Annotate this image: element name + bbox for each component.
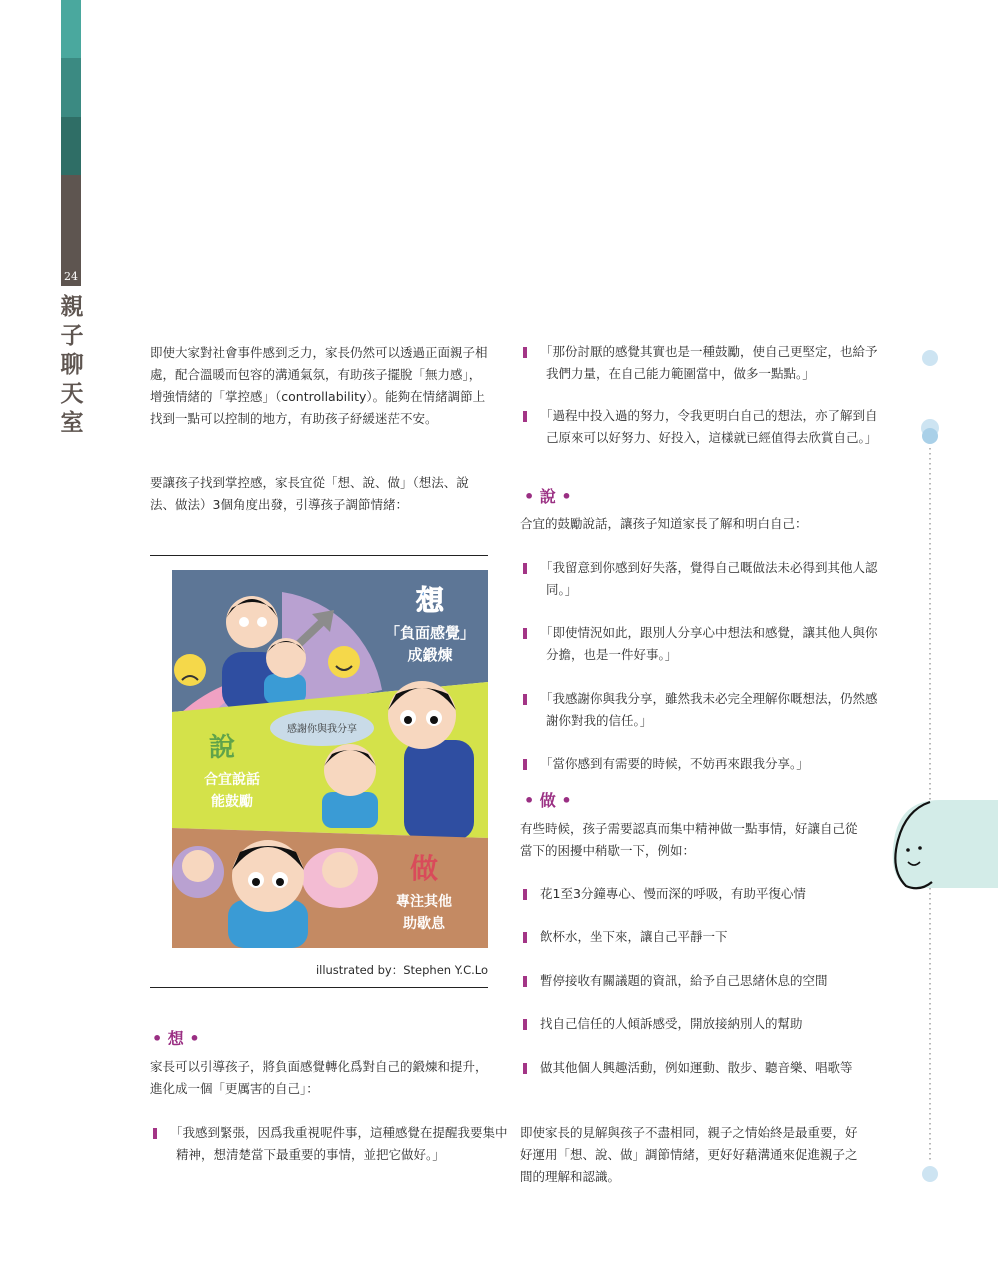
do-item-4: 找自己信任的人傾訴感受，開放接納別人的幫助 (520, 1013, 882, 1035)
column-title-char: 聊 (60, 351, 84, 378)
illustration-top-rule (150, 555, 488, 556)
child-body-middle (322, 792, 378, 828)
think-caption-1: 「負面感覺」 (384, 624, 476, 642)
parent-head-middle (388, 681, 456, 749)
deco-dot-bottom (922, 1166, 938, 1182)
do-item-3: 暫停接收有關議題的資訊，給予自己思緒休息的空間 (520, 970, 882, 992)
say-quote-2: 「即使情況如此，跟別人分享心中想法和感覺，讓其他人與你分擔，也是一件好事。」 (520, 622, 882, 666)
sad-face-icon (174, 654, 206, 686)
bullet-marker (523, 1019, 527, 1030)
child-body (264, 674, 306, 704)
do-caption-2: 助歇息 (403, 916, 445, 932)
closing-paragraph: 即使家長的見解與孩子不盡相同，親子之情始終是最重要，好好運用「想、說、做」調節情緒，更好好藉溝通來促進親子之間的理解和認識。 (520, 1125, 858, 1184)
bullet-marker (523, 563, 527, 574)
do-caption-1: 專注其他 (396, 894, 452, 910)
child-head (266, 638, 306, 678)
column-title-char: 子 (60, 322, 84, 349)
column-title (60, 292, 84, 437)
bullet-marker (523, 347, 527, 358)
child-head-bottom (232, 840, 304, 912)
say-intro: 合宜的鼓勵說話，讓孩子知道家長了解和明白自己： (520, 516, 808, 531)
do-char: 做 (409, 852, 439, 885)
say-quote-1: 「我留意到你感到好失落，覺得自己嘅做法未必得到其他人認同。」 (520, 557, 882, 601)
bullet-marker (153, 1128, 157, 1139)
column-title-char: 室 (60, 409, 84, 436)
illustration-credit: illustrated by：Stephen Y.C.Lo (315, 963, 488, 977)
right-decoration (880, 340, 1000, 1190)
bullet-marker (523, 694, 527, 705)
bullet-marker (523, 411, 527, 422)
bullet-marker (523, 628, 527, 639)
say-caption-2: 能鼓勵 (211, 794, 253, 810)
sidebar-band-teal-dark (61, 117, 81, 175)
think-char: 想 (415, 584, 445, 617)
intro-paragraph-1: 即使大家對社會事件感到乏力，家長仍然可以透過正面親子相處，配合溫暖而包容的溝通氣氛，有助孩子擺脫「無力感」，增強情緒的「掌控感」（controllability）。能夠在情緒調節上找到一點可以控制的地方，有助孩子紓緩迷茫不安。 (150, 345, 488, 426)
think-quote-3: 「過程中投入過的努力，令我更明白自己的想法，亦了解到自己原來可以好努力、好投入，這樣就已經值得去欣賞自己。」 (520, 405, 882, 449)
bullet-marker (523, 976, 527, 987)
think-intro: 家長可以引導孩子，將負面感覺轉化爲對自己的鍛煉和提升，進化成一個「更厲害的自己」： (150, 1059, 488, 1096)
say-quote-3: 「我感謝你與我分享，雖然我未必完全理解你嘅想法，仍然感謝你對我的信任。」 (520, 688, 882, 732)
intro-paragraph-2: 要讓孩子找到掌控感，家長宜從「想、說、做」（想法、說法、做法）3個角度出發，引導孩子調節情緒： (150, 475, 469, 512)
bullet-marker (523, 889, 527, 900)
say-quote-4: 「當你感到有需要的時候，不妨再來跟我分享。」 (520, 753, 882, 775)
illustration-bottom-rule (150, 987, 488, 988)
say-caption-1: 合宜說話 (204, 772, 260, 788)
do-item-1: 花1至3分鐘專心、慢而深的呼吸，有助平復心情 (520, 883, 882, 905)
do-item-5: 做其他個人興趣活動，例如運動、散步、聽音樂、唱歌等 (520, 1057, 882, 1079)
say-heading: • 說 • (524, 487, 572, 506)
do-heading: • 做 • (524, 791, 572, 810)
column-title-char: 親 (60, 293, 84, 320)
think-quote-2: 「那份討厭的感覺其實也是一種鼓勵，使自己更堅定，也給予我們力量，在自己能力範圍當中，做多一點點。」 (520, 341, 882, 385)
think-caption-2: 成鍛煉 (407, 646, 453, 664)
sidebar-band-teal (61, 58, 81, 117)
page-number: 24 (61, 268, 81, 286)
sidebar-band-brown (61, 175, 81, 268)
do-intro: 有些時候，孩子需要認真而集中精神做一點事情，好讓自己從當下的困擾中稍歇一下，例如： (520, 821, 858, 858)
speech-bubble-text: 感謝你與我分享 (287, 724, 357, 735)
deco-dot-top (922, 350, 938, 366)
bullet-marker (523, 1063, 527, 1074)
face-shape-bg (893, 800, 998, 888)
column-title-char: 天 (60, 380, 84, 407)
think-heading: • 想 • (152, 1029, 200, 1048)
do-item-2: 飲杯水，坐下來，讓自己平靜一下 (520, 926, 882, 948)
bullet-marker (523, 759, 527, 770)
illustration (172, 570, 488, 948)
happy-face-icon (328, 646, 360, 678)
child-head-middle (324, 744, 376, 796)
say-char: 說 (208, 733, 236, 763)
parent-body-middle (404, 740, 474, 840)
bullet-marker (523, 932, 527, 943)
parent-head (226, 596, 278, 648)
think-quote-1: 「我感到緊張，因爲我重視呢件事，這種感覺在提醒我要集中精神，想清楚當下最重要的事情，並把它做好。」 (150, 1122, 512, 1166)
sidebar-band-teal-light (61, 0, 81, 58)
